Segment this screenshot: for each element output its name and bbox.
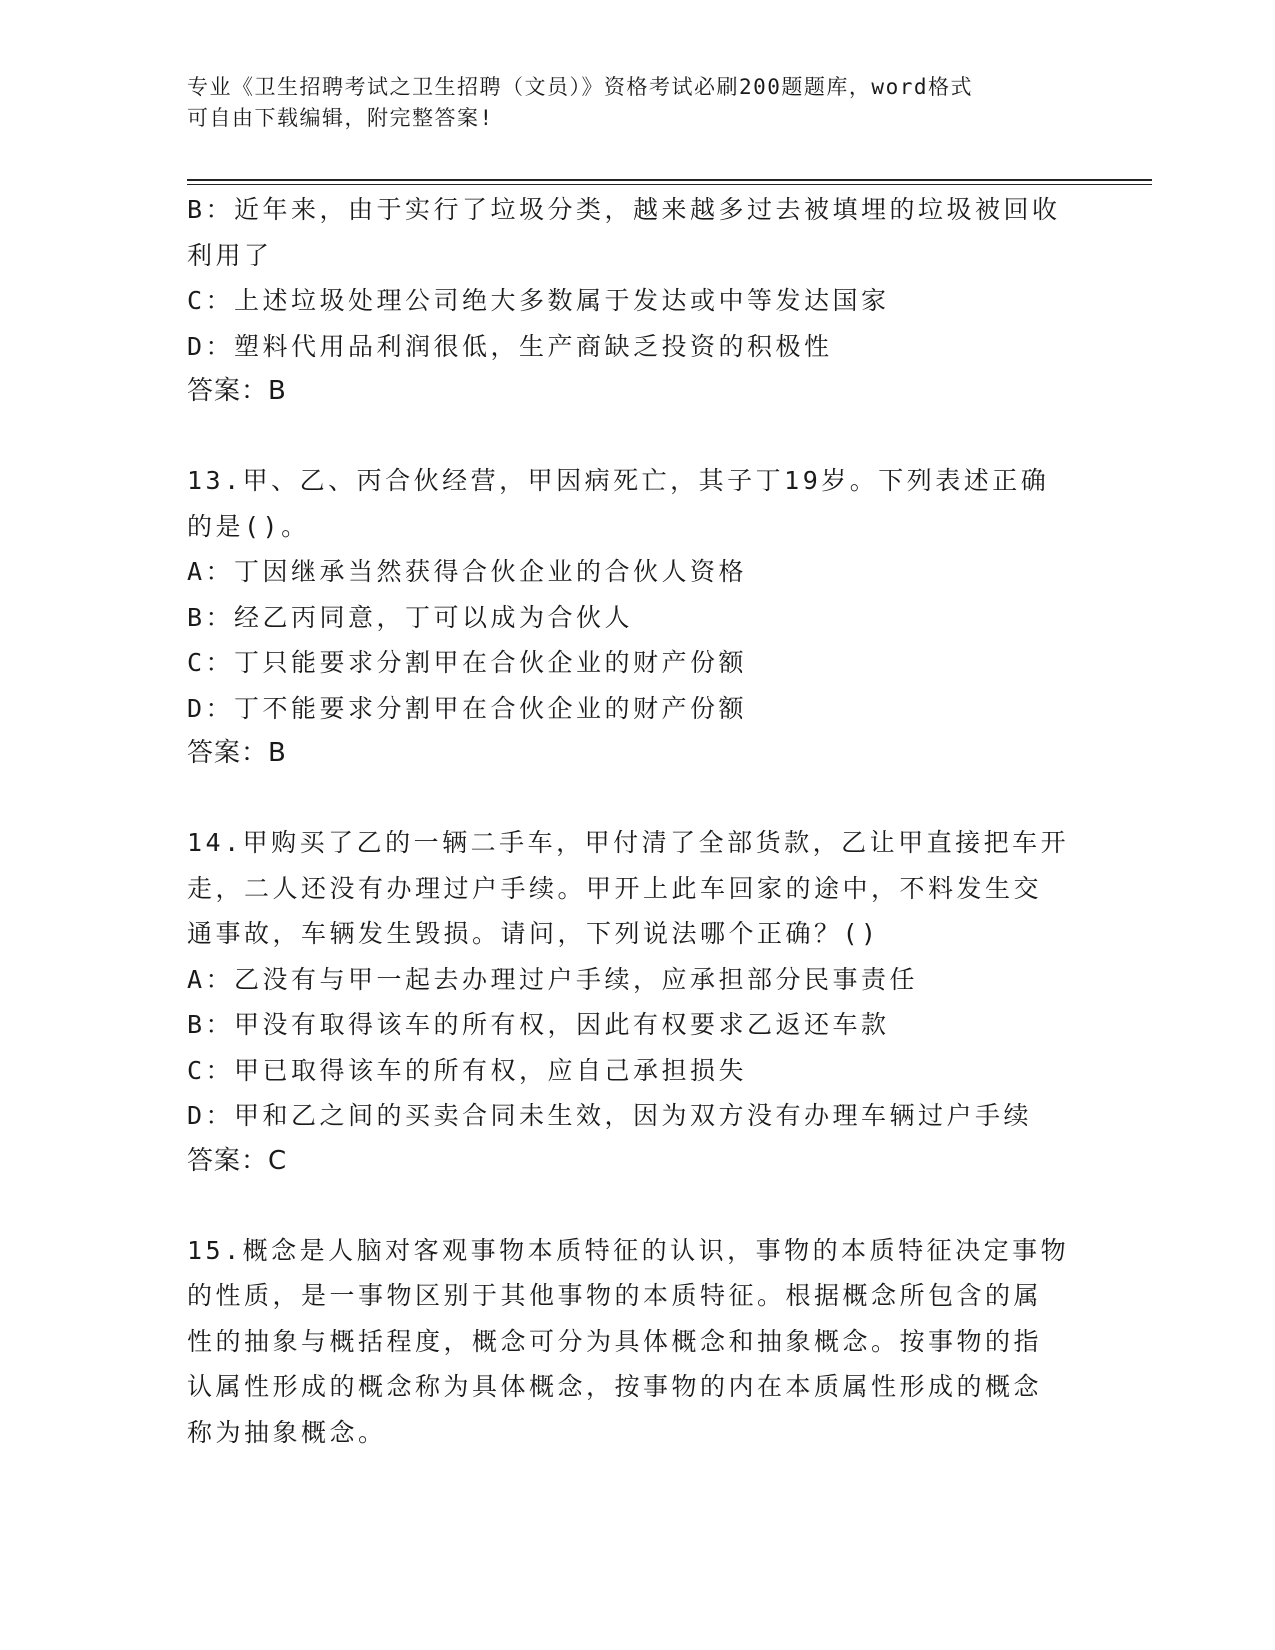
- option-c: C：甲已取得该车的所有权，应自己承担损失: [187, 1055, 748, 1085]
- answer-line: 答案：B: [187, 376, 287, 406]
- option-c: C：丁只能要求分割甲在合伙企业的财产份额: [187, 648, 748, 677]
- question-block-15: [187, 1228, 1087, 1456]
- option-d: D：塑料代用品利润很低，生产商缺乏投资的积极性: [187, 331, 833, 361]
- option-b: B：经乙丙同意，丁可以成为合伙人: [187, 602, 634, 632]
- question-stem-continued: 走，二人还没有办理过户手续。甲开上此车回家的途中，不料发生交: [187, 873, 1043, 903]
- answer-line: 答案：B: [187, 738, 287, 768]
- question-stem-continued: 的性质，是一事物区别于其他事物的本质特征。根据概念所包含的属: [187, 1281, 1043, 1310]
- question-block-13: [187, 458, 1087, 776]
- question-stem-continued: 通事故，车辆发生毁损。请问，下列说法哪个正确？(): [187, 919, 880, 948]
- option-d: D：丁不能要求分割甲在合伙企业的财产份额: [187, 693, 748, 723]
- question-stem-continued: 性的抽象与概括程度，概念可分为具体概念和抽象概念。按事物的指: [187, 1326, 1043, 1356]
- block-spacer: [187, 414, 1087, 458]
- question-stem: 14.甲购买了乙的一辆二手车，甲付清了全部货款，乙让甲直接把车开: [187, 828, 1070, 857]
- option-b: B：近年来，由于实行了垃圾分类，越来越多过去被填埋的垃圾被回收: [187, 195, 1061, 224]
- question-stem-continued: 的是()。: [187, 511, 310, 541]
- header-title-line-1: 专业《卫生招聘考试之卫生招聘（文员）》资格考试必刷200题题库，word格式: [187, 75, 973, 99]
- option-a: A：乙没有与甲一起去办理过户手续，应承担部分民事责任: [187, 964, 919, 994]
- question-stem-continued: 称为抽象概念。: [187, 1417, 387, 1447]
- document-body: [187, 187, 1087, 1455]
- question-block-14: [187, 820, 1087, 1184]
- option-b: B：甲没有取得该车的所有权，因此有权要求乙返还车款: [187, 1010, 890, 1039]
- block-spacer: [187, 1184, 1087, 1228]
- option-a: A：丁因继承当然获得合伙企业的合伙人资格: [187, 557, 748, 586]
- block-spacer: [187, 776, 1087, 820]
- header-divider: [187, 179, 1152, 185]
- option-b-continued: 利用了: [187, 240, 273, 270]
- option-d: D：甲和乙之间的买卖合同未生效，因为双方没有办理车辆过户手续: [187, 1101, 1033, 1130]
- document-header: [187, 72, 1067, 134]
- question-stem-continued: 认属性形成的概念称为具体概念，按事物的内在本质属性形成的概念: [187, 1372, 1043, 1401]
- question-stem: 13.甲、乙、丙合伙经营，甲因病死亡，其子丁19岁。下列表述正确: [187, 466, 1050, 495]
- question-stem: 15.概念是人脑对客观事物本质特征的认识，事物的本质特征决定事物: [187, 1235, 1070, 1265]
- option-c: C：上述垃圾处理公司绝大多数属于发达或中等发达国家: [187, 286, 890, 315]
- question-block-12: [187, 187, 1087, 414]
- header-title-line-2: 可自由下载编辑，附完整答案!: [187, 106, 494, 130]
- answer-line: 答案：C: [187, 1145, 288, 1176]
